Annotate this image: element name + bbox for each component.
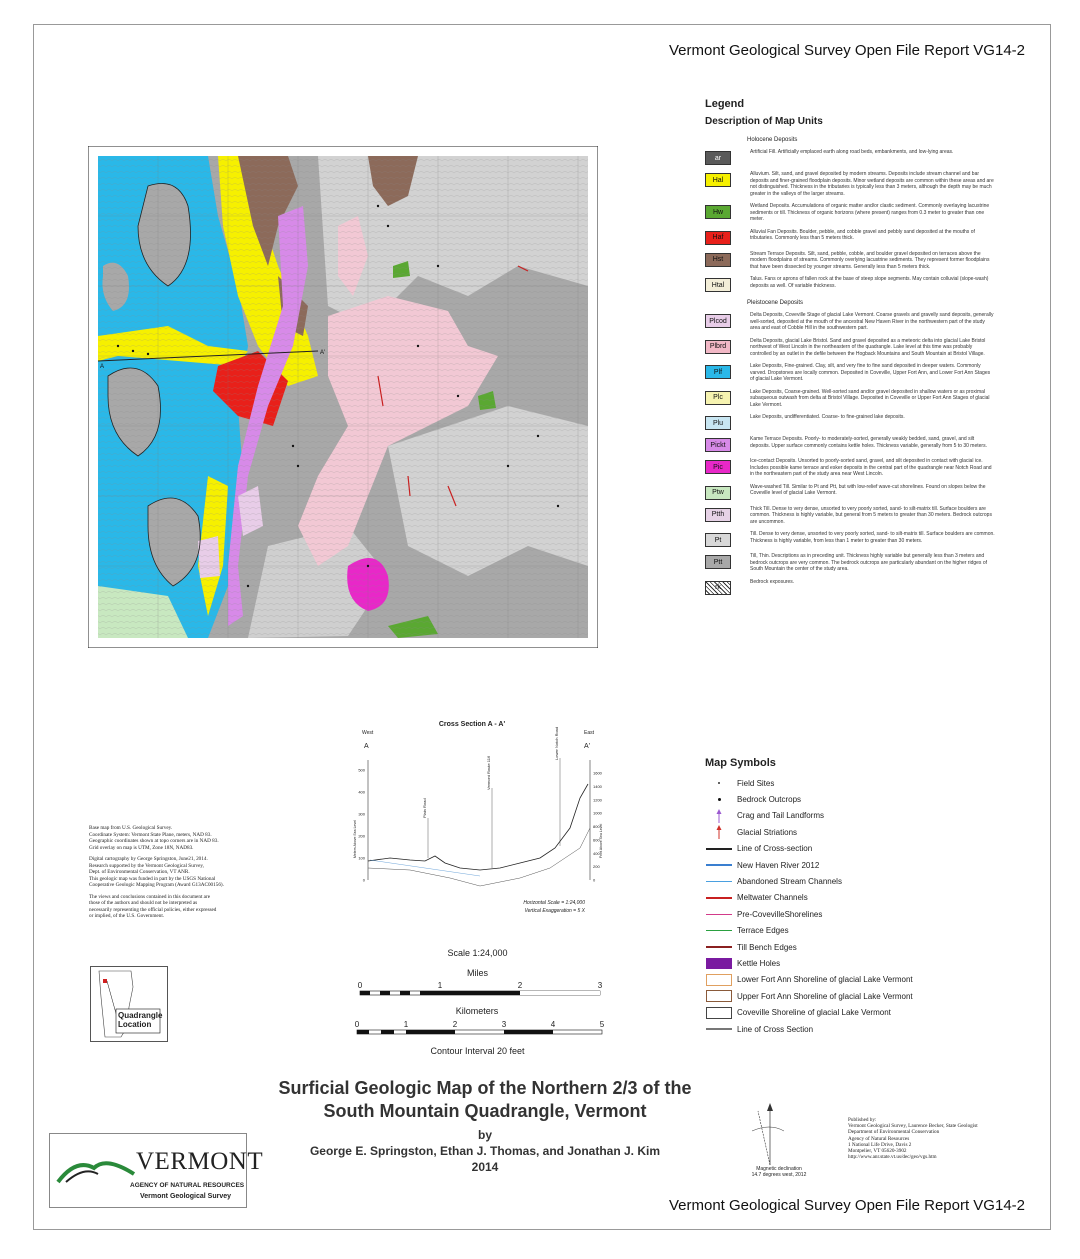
xsec-east: East <box>584 730 595 736</box>
xsec-vexag: Vertical Exaggeration = 5 X <box>524 908 585 914</box>
xsec-a2: A' <box>584 743 591 750</box>
axis-tick-label: 0 <box>593 877 596 883</box>
unit-swatch: Plu <box>705 416 731 430</box>
unit-swatch: Plc <box>705 391 731 405</box>
boxline-icon <box>705 1007 733 1019</box>
symbol-field-sites <box>705 775 995 791</box>
unit-description: Talus. Fans or aprons of fallen rock at the base of steep slope segments. May contain colluvial (slope-wash) deposits as well. Of variable thickness. <box>750 276 989 289</box>
symbol-new-haven-river-2012 <box>705 857 995 873</box>
symbol-label: Crag and Tail Landforms <box>737 811 825 821</box>
box-icon <box>705 958 733 969</box>
arrow-icon <box>705 825 733 839</box>
symbol-label: Kettle Holes <box>737 958 781 968</box>
axis-tick-label: 1600 <box>593 770 602 776</box>
legend-unit-hst <box>705 251 995 271</box>
section-a2-label: A' <box>320 350 326 356</box>
unit-description: Bedrock exposures. <box>750 578 795 585</box>
miles-label: Miles <box>466 968 488 978</box>
logo-survey: Vermont Geological Survey <box>140 1193 232 1200</box>
line-icon <box>705 946 733 948</box>
legend-unit-pickt <box>705 436 995 452</box>
symbol-label: Line of Cross-section <box>737 844 813 854</box>
symbol-till-bench-edges <box>705 939 995 955</box>
unit-swatch: Ptth <box>705 508 731 522</box>
xsec-road-2: Vermont Route 116 <box>486 755 491 790</box>
contour-interval: Contour Interval 20 feet <box>430 1046 525 1056</box>
map-title-block <box>200 1077 770 1175</box>
symbol-label: Glacial Striations <box>737 827 798 837</box>
pleistocene-units <box>705 312 995 595</box>
unit-description: Lake Deposits, Coarse-grained. Well-sorted sand and/or gravel deposited in shallow waters or as proximal subaqueous outwash from delta at Bristol Village. Deposited in Coveville or Upper Fort Ann Stages of glacial Lake Vermont. <box>750 388 990 408</box>
line-icon <box>705 930 733 932</box>
unit-swatch: Plcod <box>705 314 731 328</box>
symbol-label: Abandoned Stream Channels <box>737 877 842 887</box>
symbol-coveville-shoreline-of-glacial-lake-vermont <box>705 1004 995 1020</box>
symbol-label: Lower Fort Ann Shoreline of glacial Lake Vermont <box>737 975 913 985</box>
holocene-title: Holocene Deposits <box>747 137 798 143</box>
arrow-icon <box>705 809 733 823</box>
symbol-label: Till Bench Edges <box>737 942 797 952</box>
unit-description: Delta Deposits, glacial Lake Bristol. Sand and gravel deposited as a meteoric delta into glacial Lake Bristol northwest of West Lincoln in the northeastern of the quadrangle. Lake level at this time was probably controlled by an outlet in the defile between the Hogback Mountains and South Mountain at Bristol Village. <box>750 337 986 357</box>
title-line-2: South Mountain Quadrangle, Vermont <box>323 1101 647 1121</box>
symbol-label: Coveville Shoreline of glacial Lake Vermont <box>737 1008 891 1018</box>
vermont-anr-logo <box>49 1133 264 1208</box>
unit-description: Lake Deposits, undifferentiated. Coarse- to fine-grained lake deposits. <box>750 414 905 420</box>
cross-section <box>340 718 605 918</box>
axis-tick-label: 100 <box>358 855 365 861</box>
pleistocene-title: Pleistocene Deposits <box>747 300 804 306</box>
xsec-title: Cross Section A - A' <box>438 721 506 728</box>
dot-small-icon <box>705 782 733 784</box>
holocene-units <box>705 149 995 292</box>
magnetic-declination: Magnetic declination 14.7 degrees west, 2012 <box>751 1166 807 1178</box>
symbol-abandoned-stream-channels <box>705 873 995 889</box>
map-symbols-title: Map Symbols <box>705 757 776 769</box>
symbol-bedrock-outcrops <box>705 791 995 807</box>
unit-swatch: ar <box>705 151 731 165</box>
line-icon <box>705 864 733 866</box>
legend-unit-ptt <box>705 553 995 573</box>
symbol-line-of-cross-section <box>705 1021 995 1037</box>
symbol-upper-fort-ann-shoreline-of-glacial-lake-vermont <box>705 988 995 1004</box>
axis-tick-label: 800 <box>593 824 600 829</box>
axis-tick-label: 1400 <box>593 783 602 789</box>
dot-icon <box>705 798 733 801</box>
scale-tick-label: 1 <box>437 981 443 990</box>
symbol-label: Terrace Edges <box>737 926 789 936</box>
scale-tick-label: 2 <box>517 981 523 990</box>
symbol-label: Pre-CovevilleShorelines <box>737 909 823 919</box>
unit-swatch: rk <box>705 581 731 595</box>
unit-swatch: Plbrd <box>705 340 731 354</box>
legend-unit-plf <box>705 363 995 383</box>
scale-tick-label: 2 <box>452 1020 458 1029</box>
symbol-terrace-edges <box>705 923 995 939</box>
miles-bar <box>360 991 600 995</box>
scale-bars <box>345 978 610 1048</box>
logo-agency: AGENCY OF NATURAL RESOURCES <box>130 1182 245 1189</box>
unit-swatch: Hw <box>705 205 731 219</box>
symbol-label: Line of Cross Section <box>737 1024 814 1034</box>
xsec-a: A <box>364 743 369 750</box>
unit-description: Delta Deposits, Coveville Stage of glacial Lake Vermont. Coarse gravels and gravelly sand deposits, generally well-sorted, deposited at the mouth of the ancestral New Haven River in the northwestern part of the study area and east of Cobble Hill in the southwestern part. <box>750 312 994 331</box>
axis-tick-label: 400 <box>358 789 365 795</box>
axis-tick-label: 500 <box>358 767 365 773</box>
symbol-line-of-cross-section <box>705 841 995 857</box>
unit-swatch: Hst <box>705 253 731 267</box>
unit-description: Till. Dense to very dense, unsorted to very poorly sorted, sand- to silt-matrix till. Surface boulders are common. Thickness is highly variable, from less than 1 meter to greater than 30 meters. <box>750 531 995 544</box>
symbol-meltwater-channels <box>705 890 995 906</box>
unit-description: Ice-contact Deposits. Unsorted to poorly-sorted sand, gravel, and silt deposited in contact with glacial ice. Includes possible kame terrace and esker deposits in the central part of the quadrangle near Notch Road and in the northeastern part of the study area near West Lincoln. <box>750 458 992 477</box>
inset-label: Quadrangle Location <box>118 1011 163 1029</box>
unit-description: Wave-washed Till. Similar to Pt and Ptt, but with low-relief wave-cut shorelines. Found on slopes below the Coveville level of glacial Lake Vermont. <box>750 483 986 496</box>
line-icon <box>705 881 733 883</box>
note-base: Base map from U.S. Geological Survey. Coordinate System: Vermont State Plane, meters, NAD 83. Geographic coordinates shown at topo corners are in NAD 83. Grid overlay on map is UTM, Zone 18N, NAD83. <box>89 825 219 851</box>
line-icon <box>705 897 733 899</box>
legend-unit-ptth <box>705 506 995 526</box>
xsec-road-1: Plain Road <box>422 798 427 818</box>
axis-tick-label: 1000 <box>593 810 602 816</box>
xsec-hscale: Horizontal Scale = 1:24,000 <box>523 900 585 906</box>
axis-tick-label: 600 <box>593 837 600 843</box>
scale-tick-label: 4 <box>550 1020 556 1029</box>
unit-description: Wetland Deposits. Accumulations of organic matter and/or clastic sediment. Commonly overlaying lacustrine sediments or till. Thickness of organic horizons (where present) ranges from 0.3 meter to greater than one meter. <box>750 203 990 222</box>
symbol-crag-and-tail-landforms <box>705 808 995 824</box>
logo-vermont: VERMONT <box>136 1148 264 1175</box>
unit-swatch: Pt <box>705 533 731 547</box>
title-line-1: Surficial Geologic Map of the Northern 2/3 of the <box>278 1078 692 1098</box>
axis-tick-label: 300 <box>358 811 365 817</box>
km-ticks <box>355 1020 605 1029</box>
title-authors: George E. Springston, Ethan J. Thomas, and Jonathan J. Kim <box>309 1144 661 1158</box>
unit-description: Till, Thin. Descriptions as in preceding unit. Thickness highly variable but generally less than 3 meters and bedrock outcrops are very common. The bedrock outcrops are particularly abundant on the higher ridges of South Mountain the center of the study area. <box>750 553 987 572</box>
unit-swatch: Ptt <box>705 555 731 569</box>
legend-unit-htal <box>705 276 995 292</box>
unit-swatch: Htal <box>705 278 731 292</box>
symbol-label: Upper Fort Ann Shoreline of glacial Lake Vermont <box>737 991 913 1001</box>
legend-unit-rk <box>705 579 995 595</box>
geologic-map[interactable] <box>88 146 598 648</box>
xsec-left-ticks <box>358 768 365 883</box>
scale-tick-label: 5 <box>599 1020 605 1029</box>
unit-description: Lake Deposits, Fine-grained. Clay, silt, and very fine to fine sand deposited in deeper waters. Commonly varved. Dropstones are locally common. Deposited in Coveville, Upper Fort Ann, and Lower Fort Ann Stages of glacial Lake Vermont. <box>750 363 991 382</box>
legend-subtitle: Description of Map Units <box>705 116 823 127</box>
axis-tick-label: 200 <box>593 864 600 870</box>
unit-swatch: Pickt <box>705 438 731 452</box>
scale-bar-block <box>345 948 610 1056</box>
report-footer: Vermont Geological Survey Open File Report VG14-2 <box>668 1197 1025 1214</box>
scale-tick-label: 3 <box>597 981 603 990</box>
unit-description: Alluvium. Silt, sand, and gravel deposited by modern streams. Deposits include stream channel and bar deposits and finer-grained floodplain deposits. Minor wetland deposits are common within these areas and are not distinguished. Thickness in the tributaries is typically less than 3 meters, although the depth may be much greater in the valleys of the larger streams. <box>750 171 994 197</box>
boxline-icon <box>705 990 733 1002</box>
scale-title: Scale 1:24,000 <box>447 948 508 958</box>
symbol-label: Meltwater Channels <box>737 893 808 903</box>
legend-unit-plbrd <box>705 338 995 358</box>
legend-unit-plc <box>705 389 995 409</box>
scale-tick-label: 3 <box>501 1020 507 1029</box>
xsec-road-3: Lower Notch Road <box>554 726 559 760</box>
symbol-label: Field Sites <box>737 778 775 788</box>
symbol-kettle-holes <box>705 955 995 971</box>
legend-unit-ptw <box>705 484 995 500</box>
title-by: by <box>477 1128 492 1142</box>
legend-unit-plu <box>705 414 995 430</box>
note-disclaimer: The views and conclusions contained in this document are those of the authors and should not be interpreted as necessarily representing the official policies, either expressed or implied, of the U.S. Government. <box>89 893 217 919</box>
unit-swatch: Haf <box>705 231 731 245</box>
unit-description: Alluvial Fan Deposits. Boulder, pebble, and cobble gravel and pebbly sand deposited at the mouths of tributaries. Commonly less than 5 meters thick. <box>750 228 975 241</box>
note-credits: Digital cartography by George Springston, June21, 2014. Research supported by the Vermont Geological Survey, Dept. of Environmental Conservation, VT ANR. This geologic map was funded in part by the USGS National Cooperative Geologic Mapping Program (Award G13AC00156). <box>89 856 224 888</box>
km-label: Kilometers <box>455 1006 499 1016</box>
legend-unit-haf <box>705 229 995 245</box>
legend-unit-plcod <box>705 312 995 332</box>
unit-description: Artificial Fill. Artificially emplaced earth along road beds, embankments, and low-lying areas. <box>750 149 954 155</box>
symbol-list <box>705 775 995 1037</box>
map-notes <box>89 825 269 925</box>
legend-unit-ar <box>705 149 995 165</box>
axis-tick-label: 0 <box>362 877 365 883</box>
km-bar <box>357 1030 602 1034</box>
line-icon <box>705 848 733 850</box>
section-a-label: A <box>100 364 105 370</box>
title-year: 2014 <box>471 1160 499 1174</box>
unit-swatch: Plf <box>705 365 731 379</box>
symbol-glacial-striations <box>705 824 995 840</box>
scale-tick-label: 0 <box>354 1020 360 1029</box>
scale-tick-label: 1 <box>403 1020 409 1029</box>
symbol-label: New Haven River 2012 <box>737 860 820 870</box>
unit-swatch: Ptw <box>705 486 731 500</box>
unit-description: Stream Terrace Deposits. Silt, sand, pebble, cobble, and boulder gravel deposited on terraces above the modern floodplains of streams. Commonly overlying lacustrine sediments. They represent former floodplains that have been dissected by younger streams. Generally less than 5 meters thick. <box>750 250 990 270</box>
symbol-label: Bedrock Outcrops <box>737 795 802 805</box>
xsec-west: West <box>362 730 374 736</box>
legend-unit-hal <box>705 171 995 197</box>
map-canvas <box>88 146 598 648</box>
xsec-left-axis: Meters Above Sea Level <box>353 820 357 858</box>
xsec-right-axis: Feet Above Sea Level <box>599 823 603 858</box>
legend-unit-hw <box>705 203 995 223</box>
unit-description: Kame Terrace Deposits. Poorly- to moderately-sorted, generally weakly bedded, sand, gravel, and silt deposits. Upper surface commonly contains kettle holes. Thickness variable, generally from 5 to 30 meters. <box>750 436 987 449</box>
legend-unit-pic <box>705 458 995 478</box>
axis-tick-label: 1200 <box>593 797 602 803</box>
miles-ticks <box>358 981 603 990</box>
legend-panel <box>705 98 995 601</box>
publisher-info: Published by: Vermont Geological Survey, Laurence Becker, State Geologist Department of Environmental Conservation Agency of Natural Resources 1 National Life Drive, Davis 2 Montpelier, VT 05620-3902 http://www.anr.state.vt.us/dec/geo/vgs.htm <box>848 1117 978 1161</box>
legend-title: Legend <box>705 98 745 110</box>
symbol-lower-fort-ann-shoreline-of-glacial-lake-vermont <box>705 972 995 988</box>
symbol-pre-covevilleshorelines <box>705 906 995 922</box>
map-symbols-panel <box>705 757 995 1037</box>
axis-tick-label: 400 <box>593 850 600 856</box>
quadrangle-location-inset <box>90 966 168 1042</box>
unit-swatch: Hal <box>705 173 731 187</box>
report-header: Vermont Geological Survey Open File Report VG14-2 <box>668 42 1025 59</box>
boxline-icon <box>705 974 733 986</box>
axis-tick-label: 200 <box>358 833 365 839</box>
unit-description: Thick Till. Dense to very dense, unsorted to very poorly sorted, sand- to silt-matrix till. Surface boulders are common. Thickness is highly variable, but general from 5 meters to greater than 30 meters. Bedrock outcrops are uncommon. <box>750 505 992 525</box>
line-icon <box>705 1028 733 1030</box>
scale-tick-label: 0 <box>357 981 363 990</box>
map-units <box>98 156 588 638</box>
mountain-logo-icon <box>56 1148 136 1188</box>
unit-swatch: Pic <box>705 460 731 474</box>
legend-unit-pt <box>705 531 995 547</box>
line-icon <box>705 914 733 916</box>
